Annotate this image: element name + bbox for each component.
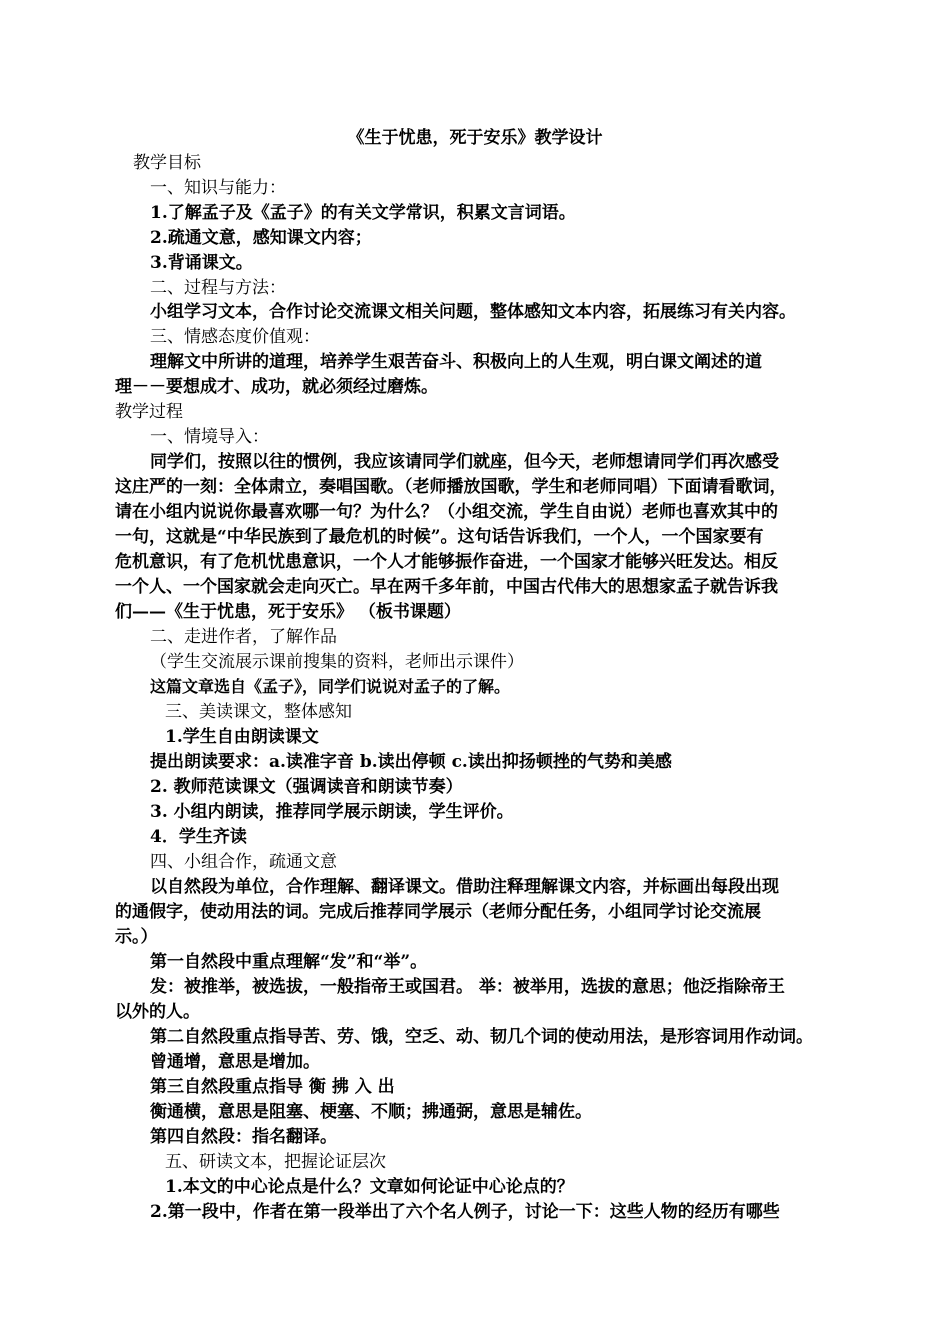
text-line: 这篇文章选自《孟子》，同学们说说对孟子的了解。 bbox=[150, 677, 511, 696]
text-line: 同学们，按照以往的惯例，我应该请同学们就座，但今天，老师想请同学们再次感受 bbox=[150, 452, 779, 472]
document-title: 《生于忧患，死于安乐》教学设计 bbox=[347, 128, 603, 148]
text-line: 们——《生于忧患，死于安乐》 （板书课题） bbox=[115, 602, 461, 622]
subheading: 三、美读课文，整体感知 bbox=[165, 702, 352, 722]
text-line: 理解文中所讲的道理，培养学生艰苦奋斗、积极向上的人生观，明白课文阐述的道 bbox=[150, 352, 762, 372]
text-line: 第二自然段重点指导苦、劳、饿，空乏、动、韧几个词的使动用法，是形容词用作动词。 bbox=[150, 1027, 813, 1047]
text-line: 一个人、一个国家就会走向灭亡。早在两千多年前，中国古代伟大的思想家孟子就告诉我 bbox=[115, 577, 778, 597]
subheading: 二、过程与方法： bbox=[150, 278, 286, 298]
subheading: 五、研读文本，把握论证层次 bbox=[165, 1152, 386, 1172]
text-line: 理－－要想成才、成功，就必须经过磨炼。 bbox=[115, 377, 438, 397]
subheading: 三、情感态度价值观： bbox=[150, 327, 320, 347]
subheading: 二、走进作者，了解作品 bbox=[150, 627, 337, 647]
text-line: 3. 小组内朗读，推荐同学展示朗读，学生评价。 bbox=[150, 802, 514, 822]
text-line: 以自然段为单位，合作理解、翻译课文。借助注释理解课文内容，并标画出每段出现 bbox=[150, 877, 779, 897]
section-heading: 教学过程 bbox=[115, 402, 183, 422]
text-line: 小组学习文本，合作讨论交流课文相关问题，整体感知文本内容，拓展练习有关内容。 bbox=[150, 302, 796, 322]
text-line: 2. 教师范读课文（强调读音和朗读节奏） bbox=[150, 777, 463, 797]
text-line: 以外的人。 bbox=[115, 1002, 200, 1022]
text-line: 一句，这就是“中华民族到了最危机的时候”。这句话告诉我们，一个人，一个国家要有 bbox=[115, 527, 764, 547]
text-line: 危机意识，有了危机忧患意识，一个人才能够振作奋进，一个国家才能够兴旺发达。相反 bbox=[115, 552, 778, 572]
text-line: 请在小组内说说你最喜欢哪一句？为什么？（小组交流，学生自由说）老师也喜欢其中的 bbox=[115, 502, 778, 522]
subheading: 四、小组合作，疏通文意 bbox=[150, 852, 337, 872]
subheading: 一、知识与能力： bbox=[150, 178, 286, 198]
section-heading: 教学目标 bbox=[133, 153, 201, 173]
text-line: 1.了解孟子及《孟子》的有关文学常识，积累文言词语。 bbox=[150, 203, 576, 223]
text-line: 第三自然段重点指导 衡 拂 入 出 bbox=[150, 1077, 395, 1097]
text-line: 曾通增，意思是增加。 bbox=[150, 1052, 320, 1072]
text-line: 提出朗读要求：a.读准字音 b.读出停顿 c.读出抑扬顿挫的气势和美感 bbox=[150, 752, 672, 772]
text-line: 的通假字，使动用法的词。完成后推荐同学展示（老师分配任务，小组同学讨论交流展 bbox=[115, 902, 761, 922]
text-line: 衡通横，意思是阻塞、梗塞、不顺；拂通弼，意思是辅佐。 bbox=[150, 1102, 592, 1122]
text-line: 发：被推举，被选拔，一般指帝王或国君。 举：被举用，选拔的意思；他泛指除帝王 bbox=[150, 977, 785, 997]
text-line: 第四自然段：指名翻译。 bbox=[150, 1127, 337, 1147]
text-line: 示。） bbox=[115, 927, 158, 947]
text-line: 2.疏通文意，感知课文内容； bbox=[150, 228, 372, 248]
text-line: 1.本文的中心论点是什么？文章如何论证中心论点的？ bbox=[165, 1177, 574, 1197]
text-line: 1.学生自由朗读课文 bbox=[165, 727, 319, 747]
text-line: 这庄严的一刻：全体肃立，奏唱国歌。（老师播放国歌，学生和老师同唱）下面请看歌词， bbox=[115, 477, 787, 497]
text-line: 3.背诵课文。 bbox=[150, 253, 253, 273]
text-line: 2.第一段中，作者在第一段举出了六个名人例子，讨论一下：这些人物的经历有哪些 bbox=[150, 1202, 780, 1222]
text-line: 第一自然段中重点理解“发”和“举”。 bbox=[150, 952, 428, 972]
subheading: 一、情境导入： bbox=[150, 427, 269, 447]
text-line: 4．学生齐读 bbox=[150, 827, 247, 847]
text-line: （学生交流展示课前搜集的资料，老师出示课件） bbox=[150, 652, 524, 672]
